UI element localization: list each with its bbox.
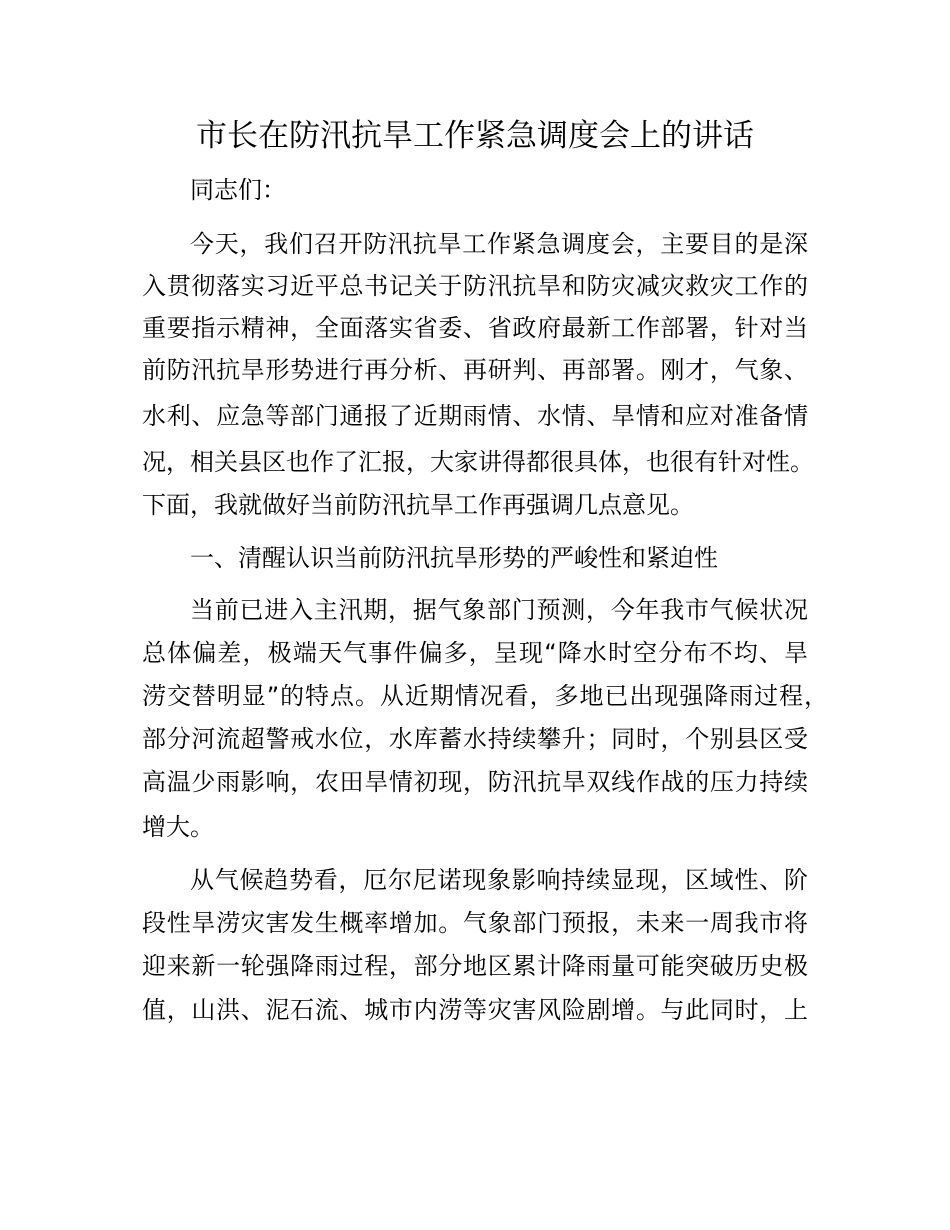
- paragraph-3-line-3: 迎来新一轮强降雨过程，部分地区累计降雨量可能突破历史极: [142, 952, 808, 980]
- paragraph-1-line-1: 今天，我们召开防汛抗旱工作紧急调度会，主要目的是深: [190, 230, 808, 258]
- paragraph-1-line-7: 下面，我就做好当前防汛抗旱工作再强调几点意见。: [142, 491, 694, 519]
- paragraph-1-line-3: 重要指示精神，全面落实省委、省政府最新工作部署，针对当: [142, 314, 808, 342]
- paragraph-3-line-2: 段性旱涝灾害发生概率增加。气象部门预报，未来一周我市将: [142, 909, 808, 937]
- paragraph-1-line-2: 入贯彻落实习近平总书记关于防汛抗旱和防灾减灾救灾工作的: [142, 272, 808, 300]
- section-heading-1: 一、清醒认识当前防汛抗旱形势的严峻性和紧迫性: [190, 544, 718, 572]
- paragraph-2-line-6: 增大。: [142, 813, 214, 841]
- paragraph-1-line-5: 水利、应急等部门通报了近期雨情、水情、旱情和应对准备情: [142, 402, 808, 430]
- paragraph-2-line-4: 部分河流超警戒水位，水库蓄水持续攀升；同时，个别县区受: [142, 725, 808, 753]
- paragraph-2-line-5: 高温少雨影响，农田旱情初现，防汛抗旱双线作战的压力持续: [142, 768, 808, 796]
- paragraph-1-line-6: 况，相关县区也作了汇报，大家讲得都很具体，也很有针对性。: [142, 448, 814, 476]
- paragraph-3-line-4: 值，山洪、泥石流、城市内涝等灾害风险剧增。与此同时，上: [142, 996, 808, 1024]
- paragraph-2-line-3: 涝交替明显”的特点。从近期情况看，多地已出现强降雨过程，: [142, 682, 828, 710]
- document-title: 市长在防汛抗旱工作紧急调度会上的讲话: [196, 118, 754, 154]
- paragraph-3-line-1: 从气候趋势看，厄尔尼诺现象影响持续显现，区域性、阶: [190, 866, 808, 894]
- paragraph-2-line-2: 总体偏差，极端天气事件偏多，呈现“降水时空分布不均、旱: [142, 639, 808, 667]
- paragraph-1-line-4: 前防汛抗旱形势进行再分析、再研判、再部署。刚才，气象、: [142, 356, 808, 384]
- paragraph-2-line-1: 当前已进入主汛期，据气象部门预测，今年我市气候状况: [190, 596, 808, 624]
- greeting: 同志们：: [190, 176, 286, 204]
